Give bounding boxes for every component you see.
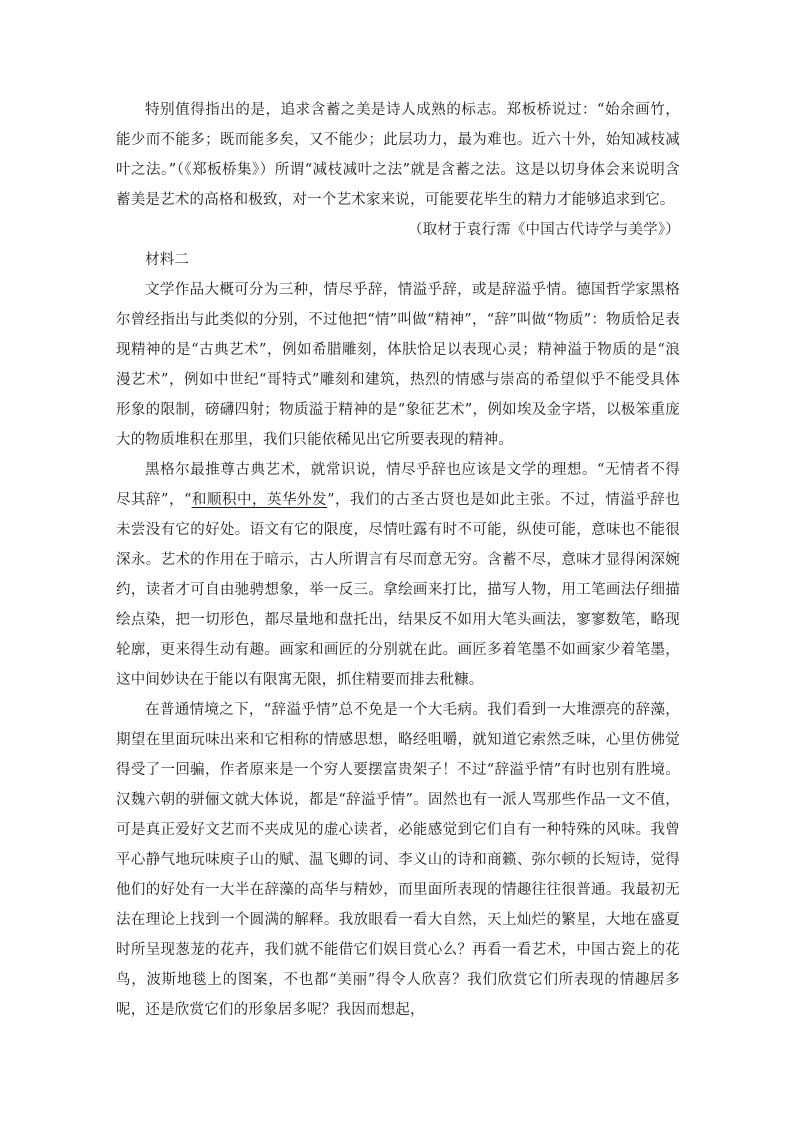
material1-source: （取材于袁行霈《中国古代诗学与美学》） xyxy=(407,222,680,238)
material2-paragraph-2 xyxy=(116,455,680,695)
material1-paragraph: 特别值得指出的是，追求含蓄之美是诗人成熟的标志。郑板桥说过：“始余画竹，能少而不能多；既而能多矣，又不能少；此层功力，最为难也。近六十外，始知减枝减叶之法。”（《郑板桥集》）所谓“减枝减叶之法”就是含蓄之法。这是以切身体会来说明含蓄美是艺术的高格和极致，对一个艺术家来说，可能要花毕生的精力才能够追求到它。 xyxy=(116,102,680,208)
material2-paragraph-3: 在普通情境之下，“辞溢乎情”总不免是一个大毛病。我们看到一大堆漂亮的辞藻，期望在里面玩味出来和它相称的情感思想，略经咀嚼，就知道它索然乏味，心里仿佛觉得受了一回骗，作者原来是一个穷人要摆富贵架子！不过“辞溢乎情”有时也别有胜境。汉魏六朝的骈俪文就大体说，都是“辞溢乎情”。固然也有一派人骂那些作品一文不值，可是真正爱好文艺而不夹成见的虚心读者，必能感觉到它们自有一种特殊的风味。我曾平心静气地玩味庾子山的赋、温飞卿的词、李义山的诗和商籁、弥尔顿的长短诗，觉得他们的好处有一大半在辞藻的高华与精妙，而里面所表现的情趣往往很普通。我最初无法在理论上找到一个圆满的解释。我放眼看一看大自然，天上灿烂的繁星，大地在盛夏时所呈现葱茏的花卉，我们就不能借它们娱目赏心么？再看一看艺术，中国古瓷上的花鸟，波斯地毯上的图案，不也都“美丽”得令人欣喜？我们欣赏它们所表现的情趣居多呢，还是欣赏它们的形象居多呢？我因而想起， xyxy=(116,702,680,1018)
p2-underlined-phrase: 和顺积中，英华外发 xyxy=(191,492,328,508)
document-page xyxy=(116,95,680,1025)
material2-paragraph-1: 文学作品大概可分为三种，情尽乎辞，情溢乎辞，或是辞溢乎情。德国哲学家黑格尔曾经指出与此类似的分别，不过他把“情”叫做“精神”，“辞”叫做“物质”：物质恰足表现精神的是“古典艺术”，例如希腊雕刻，体肤恰足以表现心灵；精神溢于物质的是“浪漫艺术”，例如中世纪“哥特式”雕刻和建筑，热烈的情感与崇高的希望似乎不能受具体形象的限制，磅礴四射；物质溢于精神的是“象征艺术”，例如埃及金字塔，以极笨重庞大的物质堆积在那里，我们只能依稀见出它所要表现的精神。 xyxy=(116,282,680,448)
p2-text-before: 黑格尔最推尊古典艺术，就常识说，情尽乎辞也应该是文学的理想。“无情者不得尽其辞”，“ xyxy=(116,462,680,508)
p2-text-after: ”，我们的古圣古贤也是如此主张。不过，情溢乎辞也未尝没有它的好处。语文有它的限度，尽情吐露有时不可能，纵使可能，意味也不能很深永。艺术的作用在于暗示，古人所谓言有尽而意无穷。含蓄不尽，意味才显得闲深婉约，读者才可自由驰骋想象，举一反三。拿绘画来打比，描写人物，用工笔画法仔细描绘点染，把一切形色，都尽量地和盘托出，结果反不如用大笔头画法，寥寥数笔，略现轮廓，更来得生动有趣。画家和画匠的分别就在此。画匠多着笔墨不如画家少着笔墨，这中间妙诀在于能以有限寓无限，抓住精要而排去秕糠。 xyxy=(116,492,680,688)
material2-heading: 材料二 xyxy=(145,252,190,268)
